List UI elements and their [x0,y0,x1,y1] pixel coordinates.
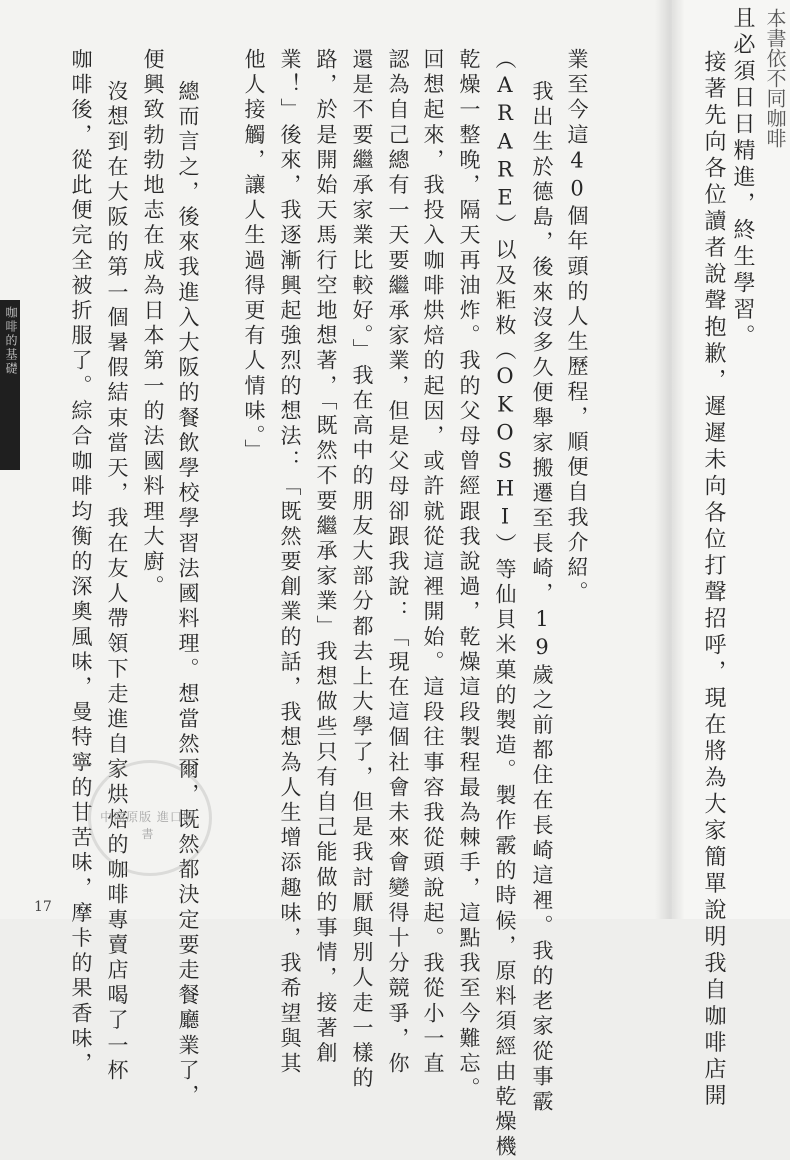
text-column-1: 業至今這40個年頭的人生歷程，順便自我介紹。 [565,48,589,607]
text-column-10: 他人接觸，讓人生過得更有人情味。」 [242,48,266,465]
text-column-14: 咖啡後，從此便完全被折服了。綜合咖啡均衡的深奧風味，曼特寧的甘苦味，摩卡的果香味， [69,48,93,1078]
right-text-column-2: 接著先向各位讀者說聲抱歉，遲遲未向各位打聲招呼，現在將為大家簡單說明我自咖啡店開 [701,50,726,1110]
text-column-4: 乾燥一整晚，隔天再油炸。我的父母曾經跟我說過，乾燥這段製程最為棘手，這點我至今難忘。 [457,48,481,1103]
text-column-12: 便興致勃勃地志在成為日本第一的法國料理大廚。 [141,48,165,601]
side-tab-label: 咖啡的基礎 [4,306,18,376]
text-column-8: 路，於是開始天馬行空地想著，「既然不要繼承家業」我想做些只有自己能做的事情，接著創 [314,48,338,1067]
right-page-edge-text: 本書依不同咖啡 [763,8,787,148]
text-column-3: （ARARE）以及粔籹（OKOSHI）等仙貝米菓的製造。製作霰的時候，原料須經由乾燥機 [493,48,517,1160]
text-column-7: 還是不要繼承家業比較好。」我在高中的朋友大部分都去上大學了，但是我討厭與別人走一樣的 [350,48,374,1092]
book-gutter [655,0,685,919]
right-text-column-1: 且必須日日精進，終生學習。 [730,6,755,351]
text-column-5: 回想起來，我投入咖啡烘焙的起因，或許就從這裡開始。這段往事容我從頭說起。我從小一直 [421,48,445,1078]
text-column-9: 業！」後來，我逐漸興起強烈的想法：「既然要創業的話，我想為人生增添趣味，我希望與其 [278,48,302,1078]
watermark-stamp-text: 中商原版 進口圖書 [100,810,196,841]
text-column-11: 總而言之，後來我進入大阪的餐飲學校學習法國料理。想當然爾，既然都決定要走餐廳業了， [176,80,200,1110]
chapter-side-tab [0,300,20,470]
page-number: 17 [34,899,52,915]
text-column-13: 沒想到在大阪的第一個暑假結束當天，我在友人帶領下走進自家烘焙的咖啡專賣店喝了一杯 [105,80,129,1084]
text-column-6: 認為自己總有一天要繼承家業，但是父母卻跟我說：「現在這個社會未來會變得十分競爭，你 [386,48,410,1078]
text-column-2: 我出生於德島，後來沒多久便舉家搬遷至長崎，19歲之前都住在長崎這裡。我的老家從事霰 [530,80,554,1116]
